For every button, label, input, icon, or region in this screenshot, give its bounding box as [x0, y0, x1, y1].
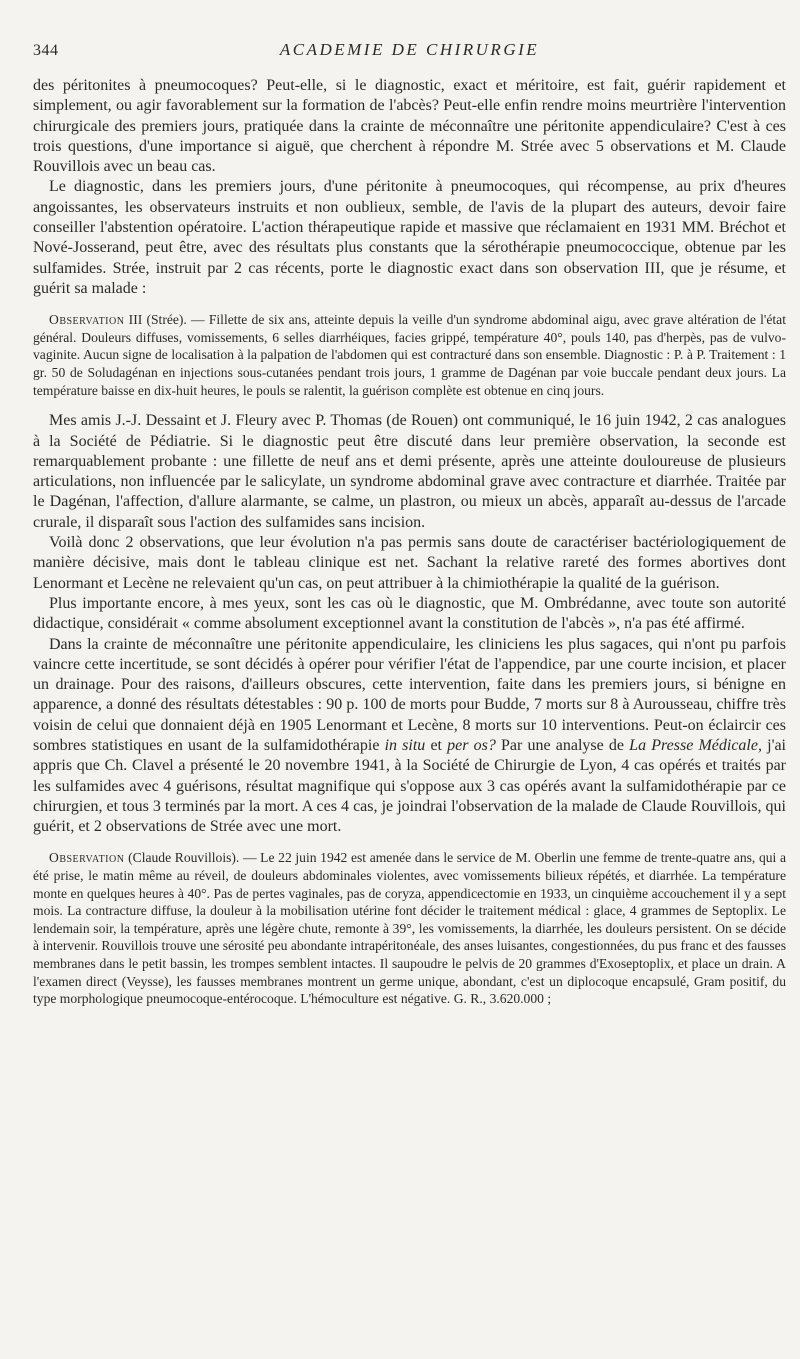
observation-stree	[33, 311, 786, 399]
paragraph-diagnostic: Le diagnostic, dans les premiers jours, d'une péritonite à pneumocoques, qui récompense, au prix d'heures angoissantes, les observateurs instruits et non oublieux, semble, de l'avis de la plupart des auteurs, devoir faire conseiller l'abstention opératoire. L'action thérapeutique rapide et massive que réclamaient en 1931 MM. Bréchot et Nové-Josserand, peut être, avec des résultats plus constants que la sérothérapie pneumococcique, obtenue par les sulfamides. Strée, instruit par 2 cas récents, porte le diagnostic exact dans son observation III, que je résume, et guérit sa malade :	[33, 178, 786, 297]
crainte-part4: j'ai appris que Ch. Clavel a présenté le 20 novembre 1941, à la Société de Chirurgie de Lyon, 4 cas opérés et traités par les sulfamides avec 4 guérisons, résultat magnifique qui s'oppose aux 3 cas opérés avant la sulfamidothérapie par ce chirurgien, et tous 3 terminés par la mort. A ces 4 cas, je joindrai l'observation de la malade de Claude Rouvillois, qui guérit, et 2 observations de Strée avec une mort.	[33, 736, 786, 836]
crainte-presse-medicale: La Presse Médicale,	[629, 736, 762, 754]
paragraph-voila: Voilà donc 2 observations, que leur évolution n'a pas permis sans doute de caractériser bactériologiquement de manière décisive, mais dont le tableau clinique est net. Sachant la relative rareté des formes abortives dont Lenormant et Lecène ne relevaient qu'un cas, on peut attribuer à la chimiothérapie la qualité de la guérison.	[33, 534, 786, 592]
crainte-in-situ: in situ	[384, 736, 426, 754]
crainte-part3: Par une analyse de	[495, 736, 630, 754]
observation-text: (Claude Rouvillois). — Le 22 juin 1942 est amenée dans le service de M. Oberlin une femme de trente-quatre ans, qui a été prise, le matin même au réveil, de douleurs abdominales violentes, avec vomissements bilieux répétés, et diarrhée. La température monte en quelques heures à 40°. Pas de pertes vaginales, pas de coryza, appendicectomie en 1933, un cinquième accouchement il y a sept mois. La contracture diffuse, la douleur à la mobilisation utérine font décider le traitement médical : glace, 4 grammes de Septoplix. Le lendemain soir, la température, après une légère chute, remonte à 39°, les vomissements, la diarrhée, les douleurs persistent. On se décide à intervenir. Rouvillois trouve une sérosité peu abondante intrapéritonéale, des anses luisantes, congestionnées, du pus franc et des fausses membranes dans le petit bassin, les trompes semblent intactes. Il saupoudre le pelvis de 20 grammes d'Exoseptoplix, et place un drain. A l'examen direct (Veysse), les fausses membranes montrent un germe unique, abondant, c'est un diplocoque encapsulé, Gram positif, du type morphologique pneumocoque-entérocoque. L'hémoculture est négative. G. R., 3.620.000 ;	[33, 850, 786, 1007]
paragraph-crainte	[33, 635, 786, 838]
paragraph-dessaint: Mes amis J.-J. Dessaint et J. Fleury avec P. Thomas (de Rouen) ont communiqué, le 16 juin 1942, 2 cas analogues à la Société de Pédiatrie. Si le diagnostic peut être discuté dans leur première observation, la seconde est remarquablement probante : une fillette de neuf ans et demi présente, après une atteinte douloureuse de plusieurs articulations, non influencée par le salicylate, un syndrome abdominal grave avec contracture et diarrhée. Traitée par le Dagénan, l'affection, d'allure alarmante, se calme, un plastron, ou mieux un abcès, apparaît au-dessus de l'arcade crurale, il disparaît sous l'action des sulfamides sans incision.	[33, 412, 786, 531]
page-number: 344	[33, 42, 59, 59]
observation-label: Observation	[49, 850, 125, 866]
observation-rouvillois	[33, 849, 786, 1007]
paragraph-questions: des péritonites à pneumocoques? Peut-elle, si le diagnostic, exact et méritoire, est fait, guérir rapidement et simplement, ou agir favorablement sur la formation de l'abcès? Peut-elle enfin rendre moins meurtrière l'intervention chirurgicale des premiers jours, pratiquée dans la crainte de méconnaître une péritonite appendiculaire? C'est à ces trois questions, d'une importance si aiguë, que cherchent à répondre M. Strée avec 5 observations et M. Claude Rouvillois avec un beau cas.	[33, 77, 786, 176]
paragraph-ombredanne: Plus importante encore, à mes yeux, sont les cas où le diagnostic, que M. Ombrédanne, avec toute son autorité didactique, considérait « comme absolument exceptionnel avant la constitution de l'abcès », n'a pas été affirmé.	[33, 594, 786, 633]
observation-label: Observation	[49, 312, 125, 328]
crainte-per-os: per os?	[447, 736, 496, 754]
page-header	[33, 40, 786, 68]
crainte-part1: Dans la crainte de méconnaître une péritonite appendiculaire, les cliniciens les plus sagaces, qui n'ont pu parfois vaincre cette incertitude, se sont décidés à opérer pour vérifier l'état de l'appendice, par une courte incision, et placer un drainage. Pour des raisons, d'ailleurs obscures, cette intervention, faite dans les premiers jours, si bénigne en apparence, a donné des résultats détestables : 90 p. 100 de morts pour Budde, 7 morts sur 8 à Aurousseau, chiffre très voisin de celui que donnaient déjà en 1905 Lenormant et Lecène, 8 morts sur 10 interventions. Peut-on éclaircir ces sombres statistiques en usant de la sulfamidothérapie	[33, 635, 786, 754]
crainte-part2: et	[425, 736, 448, 754]
observation-text: III (Strée). — Fillette de six ans, atteinte depuis la veille d'un syndrome abdominal aigu, avec grave altération de l'état général. Douleurs diffuses, vomissements, 6 selles diarrhéiques, facies grippé, température 40°, pouls 140, pas d'herpès, pas de vulvo-vaginite. Aucun signe de localisation à la palpation de l'abdomen qui est contracturé dans son ensemble. Diagnostic : P. à P. Traitement : 1 gr. 50 de Soludagénan en injections sous-cutanées pendant trois jours, 1 gramme de Dagénan par voie buccale pendant deux jours. La température baisse en dix-huit heures, le pouls se ralentit, la guérison complète est obtenue en cinq jours.	[33, 312, 786, 398]
running-title: ACADEMIE DE CHIRURGIE	[279, 40, 540, 59]
